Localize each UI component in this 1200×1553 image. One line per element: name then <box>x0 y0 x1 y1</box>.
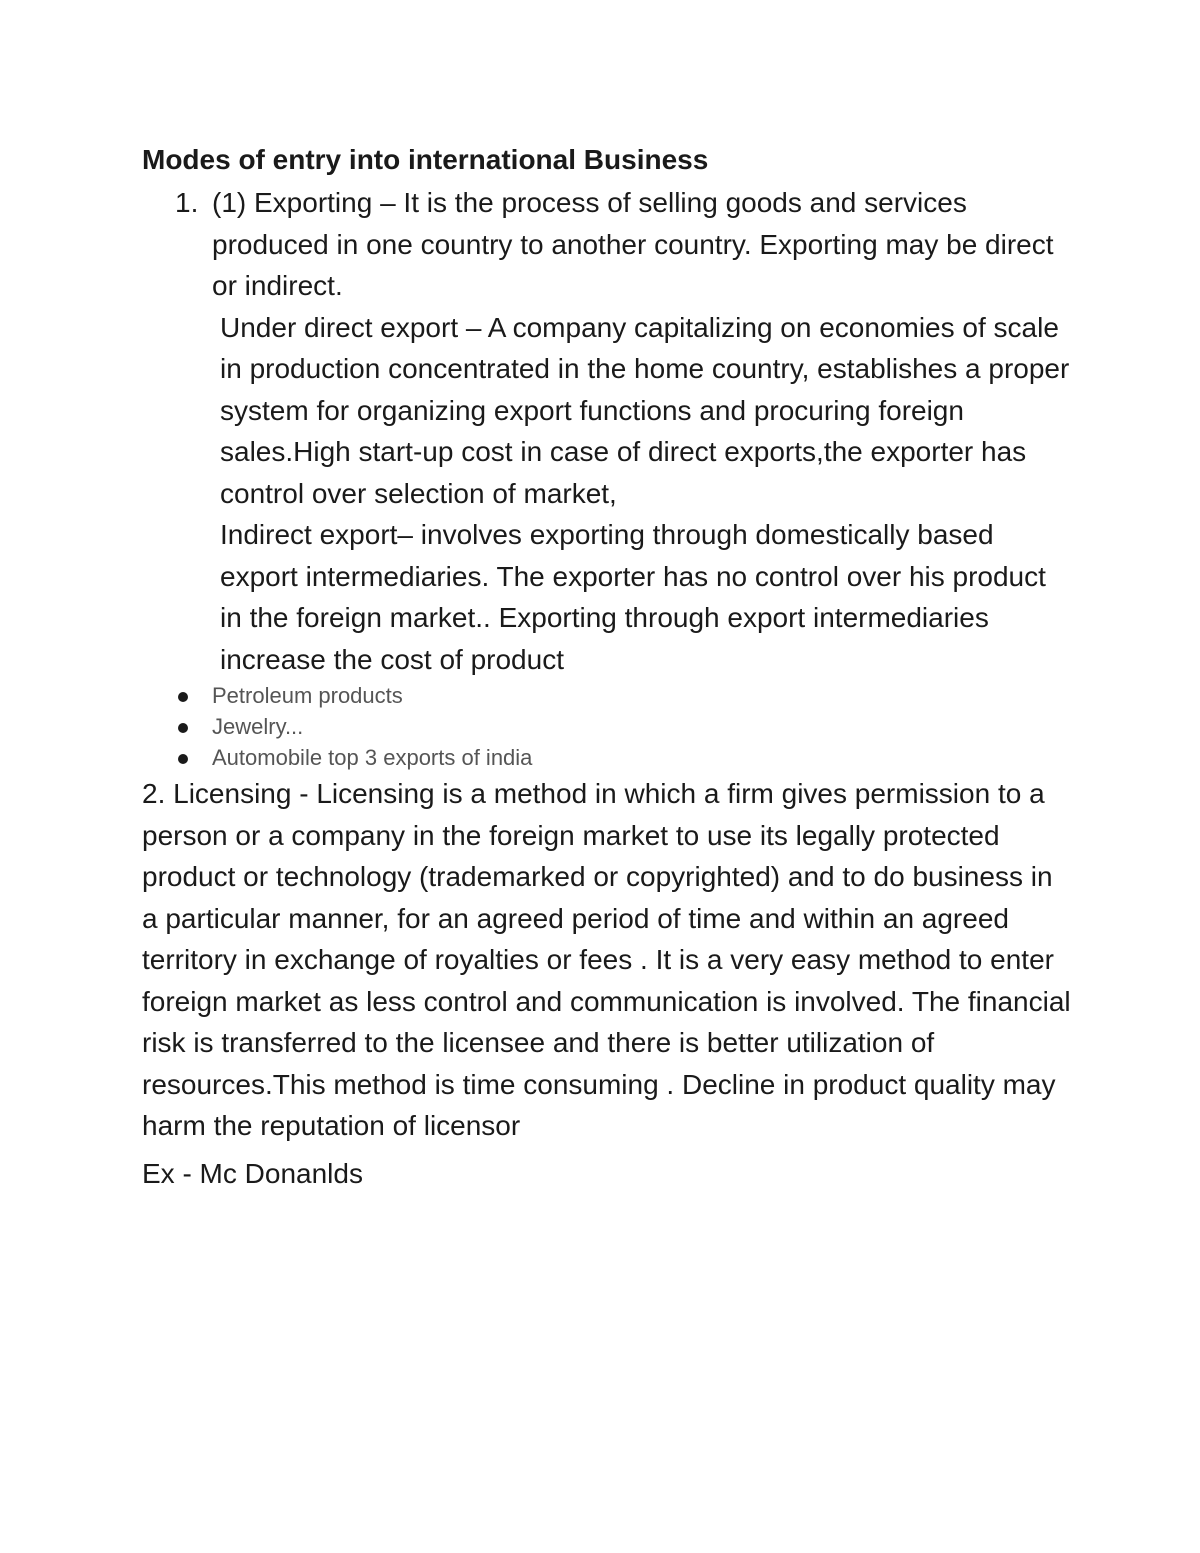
list-item-number: 1. <box>175 187 199 218</box>
bullet-icon <box>178 723 188 733</box>
list-item <box>142 680 1072 711</box>
exports-bullet-list <box>142 680 1072 773</box>
bullet-icon <box>178 754 188 764</box>
bullet-text: Jewelry... <box>212 714 304 739</box>
bullet-text: Automobile top 3 exports of india <box>212 745 533 770</box>
bullet-icon <box>178 692 188 702</box>
licensing-paragraph: 2. Licensing - Licensing is a method in which a firm gives permission to a person or a company in the foreign market to use its legally protected product or technology (trademarked or copyrighted) and to do business in a particular manner, for an agreed period of time and within an agreed territory in exchange of royalties or fees . It is a very easy method to enter foreign market as less control and communication is involved. The financial risk is transferred to the licensee and there is better utilization of resources.This method is time consuming . Decline in product quality may harm the reputation of licensor <box>142 778 1071 1141</box>
bullet-text: Petroleum products <box>212 683 403 708</box>
licensing-example: Ex - Mc Donanlds <box>142 1157 363 1189</box>
direct-export-paragraph: Under direct export – A company capitalizing on economies of scale in production concentrated in the home country, establishes a proper system for organizing export functions and procuring foreign sales.High start-up cost in case of direct exports,the exporter has control over selection of market, <box>220 311 1070 509</box>
list-item-exporting <box>142 182 1072 680</box>
list-item <box>142 711 1072 742</box>
list-item <box>142 742 1072 773</box>
indirect-export-paragraph: Indirect export– involves exporting through domestically based export intermediaries. The exporter has no control over his product in the foreign market.. Exporting through export intermediaries increase the cost of product <box>220 519 1046 675</box>
document-title: Modes of entry into international Business <box>142 144 709 175</box>
document-content <box>142 138 1072 1194</box>
exporting-definition: (1) Exporting – It is the process of selling goods and services produced in one country to another country. Exporting may be direct or indirect. <box>212 187 1054 301</box>
